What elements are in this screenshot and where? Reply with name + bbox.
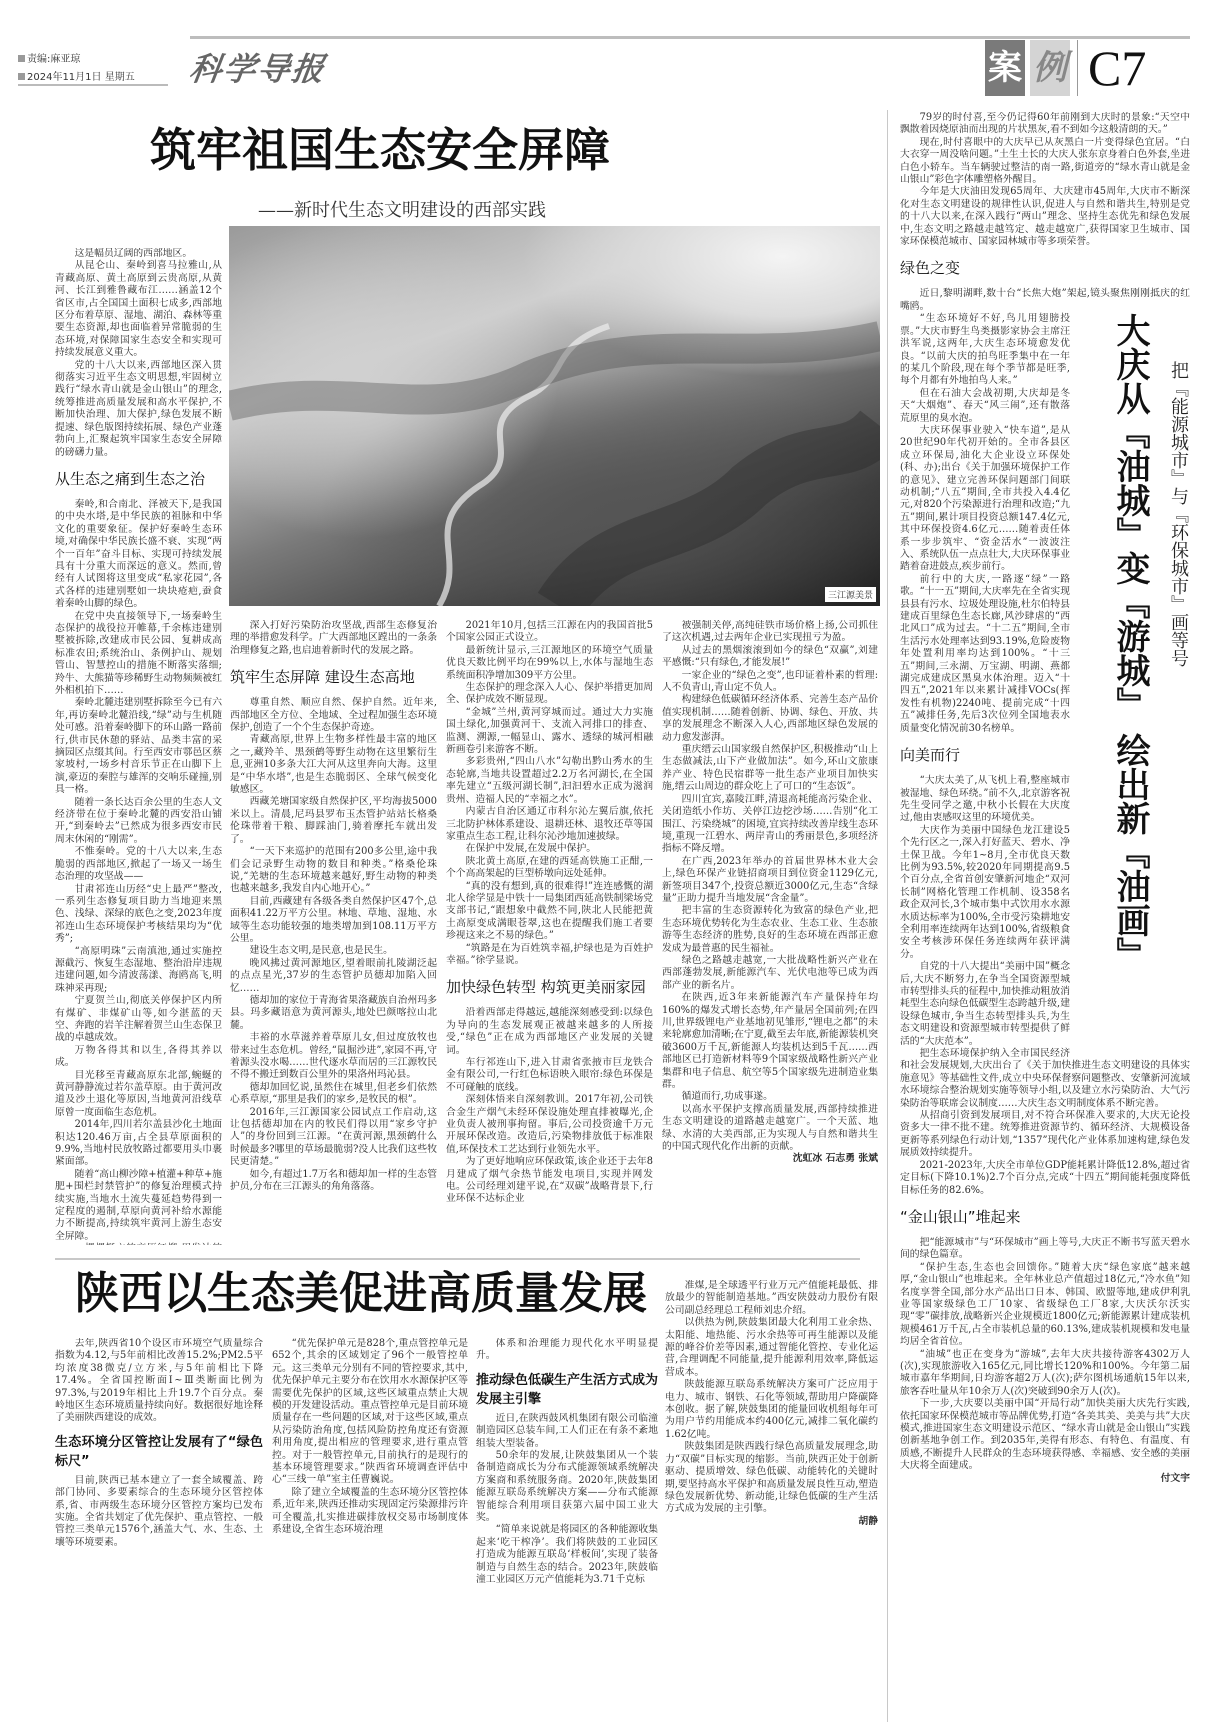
paragraph: “优先保护单元是828个,重点管控单元是652个,其余的区域划定了96个一般管控单元。这三类单元分别有不同的管控要求,其中,优先保护单元主要分布在饮用水水源保护区等需要优先保护的区域,这些区域重点禁止大规模的开发建设活动。重点管控单元是目前环境质量存在一些问题的区域,对于这些区域,重点从污染防治角度,包括风险防控角度还有资源利用角度,提出相应的管理要求,进行重点管控。对于一般管控单元,目前执行的是现行的基本环境管理要求。”陕西省环境调查评估中心“三线一单”室主任曹巍说。 (272, 1338, 468, 1486)
article-divider (55, 1258, 860, 1260)
paragraph: 深刻体悟来自深刻教训。2017年初,公司铁合金生产烟气未经环保设施处理直排被曝光,企业负责人被刑事拘留。事后,公司投资逾千万元开展环保改造。改造后,污染物排放低于标准限值,环保技术工艺达到行业领先水平。 (446, 1094, 653, 1155)
paragraph: 但在石油大会战初期,大庆却是冬天“大烟炮”、春天“风三闹”,还有散落荒原里的臭水泡。 (900, 387, 1070, 424)
paragraph (55, 1243, 222, 1245)
paragraph: 为了更好地响应环保政策,该企业还于去年8月建成了烟气余热节能发电项目,实现并网发电。公司经理刘建平说,在“双碳”战略背景下,行业环保不达标企业 (446, 1156, 653, 1205)
paragraph: 构建绿色低碳循环经济体系、完善生态产品价值实现机制……随着创新、协调、绿色、开放、共享的发展理念不断深入人心,西部地区绿色发展的动力愈发澎湃。 (662, 694, 878, 743)
paragraph: 目前,西藏建有各级各类自然保护区47个,总面积41.22万平方公里。林地、草地、湿地、水域等生态功能较强的地类增加到108.11万平方公里。 (230, 895, 437, 944)
paragraph: “简单来说就是将园区的各种能源收集起来‘吃干榨净’。我们将陕鼓的工业园区打造成为能源互联岛‘样板间’,实现了装备制造与自然生态的结合。2023年,陕鼓临潼工业园区万元产值能耗为3.71千克标 (476, 1524, 658, 1586)
daqing-kicker: 把『能源城市』与『环保城市』画等号 (1168, 361, 1189, 668)
paragraph: “生态环境好不好,鸟儿用翅膀投票。”大庆市野生鸟类摄影家协会主席汪洪军说,这两年,大庆生态环境愈发优良。“以前大庆的拍鸟旺季集中在一年的某几个阶段,现在每个季节都是旺季,每个月都有外地拍鸟人来。” (900, 313, 1070, 387)
paragraph: 从过去的黑烟滚滚到如今的绿色“双赢”,刘建平感慨:“只有绿色,才能发展!” (662, 644, 878, 669)
paragraph: 万物各得其和以生,各得其养以成。 (55, 1044, 222, 1069)
paragraph: 建设生态文明,是民意,也是民生。 (249, 945, 393, 957)
author-byline: 沈虹冰 石志勇 张斌 (792, 1153, 878, 1165)
section-label-char-1: 案 (985, 40, 1025, 96)
daqing-headline: 大庆从『油城』变『游城』 绘出新『油画』 (1110, 313, 1150, 972)
paragraph: 自党的十八大提出“美丽中国”概念后,大庆不断努力,在争当全国资源型城市转型排头兵的征程中,加快推动粗放消耗型生态向绿色低碳型生态跨越升级,建设绿色城市,争当生态转型排头兵,为生态文明建设和资源型城市转型提供了鲜活的“大庆范本”。 (900, 961, 1070, 1047)
paragraph: “筑路是在为百姓筑幸福,护绿也是为百姓护幸福。”徐学显说。 (446, 942, 653, 966)
photo-caption: 三江源美景 (825, 587, 876, 602)
paragraph: 随着一条长达百余公里的生态人文经济带在位于秦岭北麓的西安沿山铺开,“到秦岭去”已然成为很多西安市民周末休闲的“刚需”。 (55, 796, 222, 845)
paragraph: 车行祁连山下,进入甘肃省张掖市巨龙铁合金有限公司,一行红色标语映入眼帘:绿色环保是不可碰触的底线。 (446, 1057, 653, 1093)
section-heading: 绿色之变 (900, 259, 961, 278)
paragraph: 陕鼓集团是陕西践行绿色高质量发展理念,助力“双碳”目标实现的缩影。当前,陕西正处于创新驱动、提质增效、绿色低碳、动能转化的关键时期,要坚持高水平保护和高质量发展良性互动,塑造绿色发展新优势、新动能,让绿色低碳的生产生活方式成为发展的主引擎。 (665, 1441, 878, 1515)
paragraph: 被强制关停,高纯硅铁市场价格上扬,公司抓住了这次机遇,过去两年企业已实现扭亏为盈。 (662, 620, 878, 644)
column-divider (887, 110, 888, 1722)
paragraph: 从招商引资到发展项目,对不符合环保准入要求的,大庆无论投资多大一律不批不建。统筹推进资源节约、循环经济、大规模设备更新等系列绿色行动计划,“1357”现代化产业体系加速构建,绿色发展质效持续提升。 (900, 1110, 1190, 1159)
paragraph: 近日,黎明湖畔,数十台“长焦大炮”架起,镜头聚焦刚刚抵庆的红嘴鸥。 (900, 288, 1190, 312)
paragraph: 德却加的家位于青海省果洛藏族自治州玛多县。玛多藏语意为黄河源头,地处巴颜喀拉山北麓。 (230, 994, 437, 1031)
main-article-column-3 (446, 620, 653, 1245)
paragraph: “一天下来巡护的范围有200多公里,途中我们会记录野生动物的数目和种类。”格桑伦珠说,“羌塘的生态环境越来越好,野生动物的种类也越来越多,我发自内心地开心。” (230, 846, 437, 895)
paragraph: 晚风拂过黄河源地区,望着眼前扎陵湖泛起的点点星光,37岁的生态管护员德却加陷入回忆…… (230, 957, 437, 994)
section-heading: 生态环境分区管控让发展有了“绿色标尺” (55, 1434, 263, 1469)
paragraph: 下一步,大庆要以美丽中国“开局行动”加快美丽大庆先行实践,依托国家环保模范城市等品牌优势,打造“各美其美、美美与共”大庆模式,推进国家生态文明建设示范区、“绿水青山就是金山银山”实践创新基地争创工作。到2035年,美得有形态、有特色、有温度、有质感,不断提升人民群众的生态环境获得感、幸福感、安全感的美丽大庆将全面建成。 (900, 1398, 1190, 1472)
shaanxi-article-title: 陕西以生态美促进高质量发展 (75, 1268, 647, 1319)
paragraph: 2021-2023年,大庆全市单位GDP能耗累计降低12.8%,超过省定目标(下降10.1%)2.7个百分点,完成“十四五”期间能耗强度降低目标任务的82.6%。 (900, 1159, 1190, 1196)
paragraph: 2016年,三江源国家公园试点工作启动,这让包括德却加在内的牧民们得以用“家乡守护人”的身份回到三江源。“在黄河源,黑颈鹤什么时候最多?哪里的草场最脆弱?没人比我们这些牧民更清楚。” (230, 1106, 437, 1168)
paragraph: 循道而行,功成事遂。 (681, 1091, 773, 1103)
paragraph: 大庆作为美丽中国绿色龙江建设5个先行区之一,深入打好蓝天、碧水、净土保卫战。今年1~8月,全市优良天数比例为93.5%,较2020年同期提高9.5个百分点,全省首创安肇新河地企“双河长制”网格化管理工作机制、设358名政企双河长,3个城市集中式饮用水水源水质达标率为100%,全市受污染耕地安全利用率连续两年达到100%,省级粮食安全考核涉环保任务连续两年获评满分。 (900, 824, 1070, 960)
paragraph: 目光移至青藏高原东北部,蜿蜒的黄河静静流过若尔盖草原。由于黄河改道及沙土退化等原因,当地黄河沿线草原曾一度面临生态危机。 (55, 1069, 222, 1118)
paragraph: 德却加回忆说,虽然住在城里,但老乡们依然心系草原,“那里是我们的家乡,是牧民的根”。 (230, 1081, 437, 1106)
paragraph: “保护生态,生态也会回馈你。”随着大庆“绿色家底”越来越厚,“金山银山”也堆起来。全年林业总产值超过18亿元,“冷水鱼”知名度享誉全国,部分水产品出口日本、韩国、欧盟等地,建成伊利乳业等国家级绿色工厂10家、省级绿色工厂8家,大庆沃尔沃实现“零”碳排放,战略新兴企业规模近1800亿元;新能源累计建成装机规模461万千瓦,占全市装机总量的60.13%,建成装机规模和发电量均居全省首位。 (900, 1261, 1190, 1348)
section-divider (1077, 40, 1078, 96)
paragraph: “金城”兰州,黄河穿城而过。通过大力实施国土绿化,加强黄河干、支流入河排口的排查、监测、溯源,一幅显山、露水、透绿的城河相融新画卷引来游客不断。 (446, 706, 653, 756)
header-rule (190, 36, 1190, 39)
date-line (18, 68, 135, 83)
newspaper-logo: 科学导报 (187, 50, 329, 88)
paragraph: 79岁的时付喜,至今仍记得60年前刚到大庆时的景象:“天空中飘散着因烧原油而出现的片状黑灰,看不到如今这般清朗的天。” (900, 112, 1190, 136)
paragraph: 宁夏贺兰山,彻底关停保护区内所有煤矿、非煤矿山等,如今湛蓝的天空、奔跑的岩羊注解着贺兰山生态保卫战的卓越成效。 (55, 995, 222, 1044)
author-byline: 付文宇 (1160, 1472, 1190, 1484)
daqing-vertical-headline (1078, 313, 1190, 1053)
paragraph: 大庆环保事业驶入“快车道”,是从20世纪90年代初开始的。全市各县区成立环保局,油化大企业设立环保处(科、办);出台《关于加强环境保护工作的意见》、建立完善环保问题部门间联动机制;“八五”期间,全市共投入4.4亿元,对820个污染源进行治理和改造;“九五”期间,累计项目投资总额147.4亿元,其中环保投资4.6亿元……随着责任体系一步步筑牢、“资金活水”一波波注入、系统队伍一点点壮大,大庆环保事业踏着奋进鼓点,疾步前行。 (900, 424, 1070, 573)
paragraph: 除了建立全域覆盖的生态环境分区管控体系,近年来,陕西还推动实现固定污染源排污许可全覆盖,扎实推进碳排放权交易市场制度体系建设,全省生态环境治理 (272, 1486, 468, 1536)
river-illustration (229, 226, 880, 606)
paragraph: 西藏羌塘国家级自然保护区,平均海拔5000米以上。清晨,尼玛县罗布玉杰管护站站长格桑伦珠带着干粮、脚踩油门,骑着摩托车就出发了。 (230, 796, 437, 845)
main-article-column-1 (55, 248, 222, 1245)
paragraph: 现在,时付喜眼中的大庆早已从灰黑白一片变得绿色宜居。“白大衣穿一周没啥问题。”土生土长的大庆人张东京身着白色外套,坐进白色小轿车。当车辆驶过整洁的南一路,街道旁的“绿水青山就是金山银山”彩色字体雕塑格外醒目。 (900, 136, 1190, 186)
editor-name: 责编:麻亚琼 (27, 54, 81, 65)
paragraph: 前行中的大庆,一路逐“绿”一路歌。“十一五”期间,大庆率先在全省实现县县有污水、垃圾处理设施,杜尔伯特县建成百里绿色生态长廊,风沙肆虐的“西北风口”成为过去。“十二五”期间,全市生活污水处理率达到93.19%,危险废物年处置利用率均达到100%。“十三五”期间,三永湖、万宝湖、明湖、燕都湖完成建成区黑臭水体治理。迈入“十四五”,2021年以来累计减排VOCs(挥发性有机物)2240吨、提前完成“十四五”减排任务,先后3次位列全国地表水质量变化情况前30名榜单。 (900, 573, 1070, 734)
paragraph: 如今,有超过1.7万名和德却加一样的生态管护员,分布在三江源头的角角落落。 (230, 1168, 437, 1193)
paragraph: 从昆仑山、秦岭到喜马拉雅山,从青藏高原、黄土高原到云贵高原,从黄河、长江到雅鲁藏布江……涵盖12个省区市,占全国国土面积七成多,西部地区分布着草原、湿地、湖泊、森林等重要生态资源,却也面临着异常脆弱的生态环境,对保障国家生态安全和实现可持续发展意义重大。 (55, 260, 222, 359)
section-heading: 加快绿色转型 构筑更美丽家园 (446, 978, 646, 997)
paragraph: 近日,在陕西鼓风机集团有限公司临潼制造园区总装车间,工人们正在有条不紊地组装大型装备。 (476, 1412, 658, 1449)
main-article-subtitle: ——新时代生态文明建设的西部实践 (258, 200, 546, 221)
paragraph: 2014年,四川若尔盖县沙化土地面积达120.46万亩,占全县草原面积的9.9%,当地村民放牧路过都要用头巾裹紧面部。 (55, 1119, 222, 1168)
paragraph: 以供热为例,陕鼓集团最大化利用工业余热、太阳能、地热能、污水余热等可再生能源以及能源的峰谷价差等因素,通过智能化管控、专业化运营,合理调配不同能量,提升能源利用效率,降低运营成本。 (665, 1317, 878, 1378)
shaanxi-column-4 (665, 1280, 878, 1720)
section-heading: 向美而行 (900, 746, 961, 765)
shaanxi-column-3 (476, 1338, 658, 1720)
paragraph: 陕北黄土高原,在建的西延高铁施工正酣,一个个高高架起的巨型桥墩向远处延伸。 (446, 855, 653, 880)
paragraph: 随着“高山柳沙障+植灌+种草+施肥+围栏封禁管护”的修复治理模式持续实施,当地水土流失蔓延趋势得到一定程度的遏制,草原向黄河补给水源能力不断提高,持续筑牢黄河上游生态安全屏障。 (55, 1168, 222, 1242)
main-article-column-4 (662, 620, 878, 1245)
landscape-photo (229, 226, 880, 606)
paragraph: 陕鼓能源互联岛系统解决方案可广泛应用于电力、城市、钢铁、石化等领域,帮助用户降碳降本创收。据了解,陕鼓集团的能量回收机组每年可为用户节约用能成本约400亿元,减排二氧化碳约1.62亿吨。 (665, 1379, 878, 1440)
paragraph: 内蒙古自治区通辽市科尔沁左翼后旗,依托三北防护林体系建设、退耕还林、退牧还草等国家重点生态工程,让科尔沁沙地加速披绿。 (446, 806, 653, 842)
paragraph: 在广西,2023年举办的首届世界林木业大会上,绿色环保产业链招商项目到位资金1129亿元,新签项目347个,投资总额近3000亿元,生态“含绿量”正助力提升当地发展“含金量”。 (662, 855, 878, 904)
issue-date: 2024年11月1日 星期五 (27, 72, 135, 83)
editor-line (18, 50, 80, 65)
paragraph: 党的十八大以来,西部地区深入贯彻落实习近平生态文明思想,牢固树立践行“绿水青山就是金山银山”的理念,统筹推进高质量发展和高水平保护,不断加快治理、加大保护,绿色发展不断提速、绿色版图持续拓展、绿色产业蓬勃向上,汇聚起筑牢国家生态安全屏障的磅礴力量。 (55, 359, 222, 458)
paragraph: 丰裕的水草滋养着草原儿女,但过度放牧也带来过生态危机。曾经,“鼠掘沙进”,家园不再,守着源头没水喝……世代逐水草而居的三江源牧民不得不搬迁到数百公里外的果洛州玛沁县。 (230, 1032, 437, 1081)
section-heading: “金山银山”堆起来 (900, 1207, 1021, 1226)
section-heading: 筑牢生态屏障 建设生态高地 (230, 668, 415, 687)
paragraph: 目前,陕西已基本建立了一套全域覆盖、跨部门协同、多要素综合的生态环境分区管控体系,省、市两级生态环境分区管控方案均已发布实施。全省共划定了优先保护、重点管控、一般管控三类单元1576个,涵盖大气、水、生态、土壤等环境要素。 (55, 1474, 263, 1548)
meta-rule (18, 84, 168, 86)
paragraph: 50余年的发展,让陕鼓集团从一个装备制造商成长为分布式能源领域系统解决方案商和系统服务商。2020年,陕鼓集团能源互联岛系统解决方案——分布式能源智能综合利用项目获第六届中国工业大奖。 (476, 1450, 658, 1524)
daqing-article-intro (900, 112, 1190, 313)
paragraph: “真的没有想到,真的很难得!”连连感慨的湖北人徐学显是中铁十一局集团西延高铁制梁场党支部书记,“跟想象中截然不同,陕北人民能把黄土高原变成满眼苍翠,这也在提醒我们施工者要珍视这来之不易的绿色。” (446, 880, 653, 942)
author-byline: 胡静 (858, 1515, 878, 1527)
paragraph: 最新统计显示,三江源地区的环境空气质量优良天数比例平均在99%以上,水体与湿地生态系统面积净增加309平方公里。 (446, 644, 653, 681)
paragraph: 这是幅员辽阔的西部地区。 (74, 248, 193, 259)
paragraph: 深入打好污染防治攻坚战,西部生态修复治理的举措愈发科学。广大西部地区蹚出的一条条治理修复之路,也启迪着新时代的发展之路。 (230, 620, 437, 656)
paragraph: 把生态环境保护纳入全市国民经济和社会发展规划,大庆出台了《关于加快推进生态文明建设的具体实施意见》等基础性文件,成立中央环保督察问题整改、安肇新河流域水环境综合整治规划实施等领导小组,以及建立水污染防治、大气污染防治等联席会议制度……大庆生态文明制度体系不断完善。 (900, 1048, 1190, 1109)
paragraph: 秦岭北麓违建别墅拆除至今已有六年,再访秦岭北麓沿线,“绿”动与生机随处可感。沿着秦岭脚下的环山路一路前行,供市民休憩的驿站、品类丰富的采摘园区点缀其间。行至西安市鄠邑区蔡家坡村,一场乡村音乐节正在山脚下上演,豪迈的秦腔与雄浑的交响乐碰撞,别具一格。 (55, 697, 222, 796)
paragraph: 今年是大庆油田发现65周年、大庆建市45周年,大庆市不断深化对生态文明建设的规律性认识,促进人与自然和谐共生,特别是党的十八大以来,在深入践行“两山”理念、坚持生态优先和绿色发展中,生态文明之路越走越笃定、越走越宽广,获得国家卫生城市、国家环保模范城市、国家园林城市等多项荣誉。 (900, 186, 1190, 248)
shaanxi-column-1 (55, 1338, 263, 1720)
paragraph: 把丰富的生态资源转化为致富的绿色产业,把生态环境优势转化为生态农业、生态工业、生态旅游等生态经济的胜势,良好的生态环境在西部正愈发成为最普惠的民生福祉。 (662, 905, 878, 954)
paragraph: “油城”也正在变身为“游城”,去年大庆共接待游客4302万人(次),实现旅游收入165亿元,同比增长120%和100%。今年第二届城市嘉年华期间,日均游客超2万人(次);萨尔图机场通航15年以来,旅客吞吐量从年10余万人(次)突破到90余万人(次)。 (900, 1348, 1190, 1397)
paragraph: 体系和治理能力现代化水平明显提升。 (476, 1338, 658, 1362)
main-article-title: 筑牢祖国生态安全屏障 (150, 123, 610, 177)
paragraph: 一家企业的“绿色之变”,也印证着朴素的哲理:人不负青山,青山定不负人。 (662, 669, 878, 694)
paragraph: 绿色之路越走越宽,一大批战略性新兴产业在西部蓬勃发展,新能源汽车、光伏电池等已成为西部产业的新名片。 (662, 954, 878, 991)
paragraph: 以高水平保护支撑高质量发展,西部持续推进生态文明建设的道路越走越宽广。一个天蓝、地绿、水清的大美西部,正为实现人与自然和谐共生的中国式现代化作出新的贡献。 (662, 1103, 878, 1153)
paragraph: 重庆缙云山国家级自然保护区,积极推动“山上生态做减法,山下产业做加法”。如今,环山文旅康养产业、特色民宿群等一批生态产业项目加快实施,缙云山周边的群众吃上了可口的“生态饭”。 (662, 744, 878, 793)
paragraph: 青藏高原,世界上生物多样性最丰富的地区之一,藏羚羊、黑颈鹤等野生动物在这里繁衍生息,亚洲10多条大江大河从这里奔向大海。这里是“中华水塔”,也是生态脆弱区、全球气候变化敏感区。 (230, 734, 437, 796)
paragraph: 在保护中发展,在发展中保护。 (465, 843, 597, 855)
paragraph: 甘肃祁连山历经“史上最严”整改,一系列生态修复项目助力当地迎来黑色、浅绿、深绿的底色之变,2023年度祁连山生态环境保护考核结果均为“优秀”; (55, 883, 222, 945)
paragraph: 生态保护的理念深入人心、保护举措更加周全、保护成效不断显现。 (446, 682, 653, 706)
paragraph: 在党中央直接领导下,一场秦岭生态保护的战役拉开帷幕,千余栋违建别墅被拆除,改建成市民公园、复耕成高标准农田;系统治山、条例护山、规划管山、智慧控山的措施不断落实落细;羚牛、大熊猫等珍稀野生动物频频被红外相机拍下…… (55, 610, 222, 696)
section-label-char-2: 例 (1030, 40, 1070, 96)
section-heading: 从生态之痛到生态之治 (55, 469, 206, 488)
paragraph: “高原明珠”云南滇池,通过实施控源截污、恢复生态湿地、整治沿岸违规违建问题,如今清波荡漾、海鸥高飞,明珠神采再现; (55, 945, 222, 994)
paragraph: 把“能源城市”与“环保城市”画上等号,大庆正不断书写蓝天碧水间的绿色篇章。 (900, 1236, 1190, 1261)
paragraph: “大庆太美了,从飞机上看,整座城市被湿地、绿色环绕。”前不久,北京游客祝先生受同学之邀,中秋小长假在大庆度过,他由衷感叹这里的环境优美。 (900, 775, 1070, 824)
main-article-column-2 (230, 620, 437, 1245)
paragraph: 四川宜宾,嘉陵江畔,清退高耗能高污染企业、关闭造纸小作坊、关停江边挖沙场……告别“化工围江、污染绕城”的困境,宜宾持续改善岸线生态环境,重现一江碧水、两岸青山的秀丽景色,多项经济指标不降反增。 (662, 793, 878, 855)
paragraph: 2021年10月,包括三江源在内的我国首批5个国家公园正式设立。 (446, 620, 653, 644)
paragraph: 去年,陕西省10个设区市环境空气质量综合指数为4.12,与5年前相比改善15.2%;PM2.5平均浓度38微克/立方米,与5年前相比下降17.4%。全省国控断面Ⅰ~Ⅲ类断面比例为97.3%,与2019年相比上升19.7个百分点。秦岭地区生态环境质量持续向好。数据很好地诠释了美丽陕西建设的成效。 (55, 1338, 263, 1424)
daqing-article-body (900, 112, 1190, 1720)
page-number: C7 (1088, 40, 1147, 96)
shaanxi-column-2 (272, 1338, 468, 1720)
paragraph: 多彩贵州,“四山八水”勾勒出黔山秀水的生态轮廓,当地共设置超过2.2万名河湖长,在全国率先建立“五级河湖长制”,汩汩碧水正成为滋润贵州、造福人民的“幸福之水”。 (446, 756, 653, 805)
paragraph: 准煤,是全球透平行业万元产值能耗最低、排放最少的智能制造基地。”西安陕鼓动力股份有限公司副总经理总工程师刘忠介绍。 (665, 1280, 878, 1316)
paragraph: 不惟秦岭。党的十八大以来,生态脆弱的西部地区,掀起了一场又一场生态治理的攻坚战—— (55, 846, 222, 883)
paragraph: 在陕西,近3年来新能源汽车产量保持年均160%的爆发式增长态势,年产量居全国前列;在四川,世界级锂电产业基地初见雏形,“锂电之都”的未来轮廓愈加清晰;在宁夏,截至去年底,新能源装机突破3600万千瓦,新能源人均装机达到5千瓦……西部地区已打造新材料等9个国家级战略性新兴产业集群和电子信息、航空等5个国家级先进制造业集群。 (662, 992, 878, 1091)
paragraph: 沿着西部走得越远,越能深刻感受到:以绿色为导向的生态发展观正被越来越多的人所接受,“绿色”正在成为西部地区产业发展的关键词。 (446, 1007, 653, 1056)
section-heading: 推动绿色低碳生产生活方式成为发展主引擎 (476, 1372, 658, 1407)
paragraph: 尊重自然、顺应自然、保护自然。近年来,西部地区全方位、全地域、全过程加强生态环境保护,创造了一个个生态保护奇迹。 (230, 697, 437, 734)
paragraph: 秦岭,和合南北、泽被天下,是我国的中央水塔,是中华民族的祖脉和中华文化的重要象征。保护好秦岭生态环境,对确保中华民族长盛不衰、实现“两个一百年”奋斗目标、实现可持续发展具有十分重大而深远的意义。然而,曾经有人试图将这里变成“私家花园”,各式各样的违建别墅如一块块疮疤,蚕食着秦岭山脚的绿色。 (55, 498, 222, 610)
